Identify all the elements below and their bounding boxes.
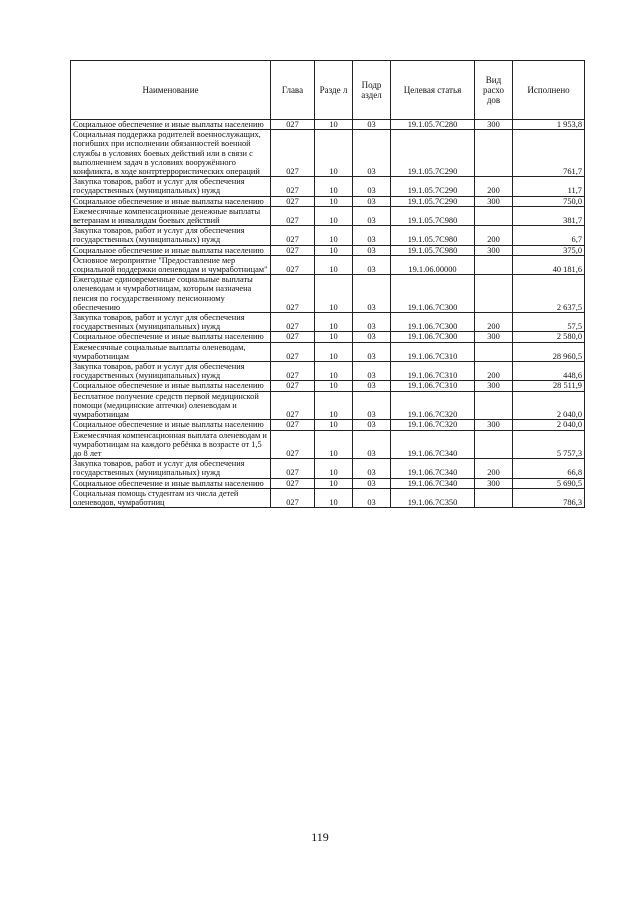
cell-subsection: 03 <box>353 488 391 507</box>
table-row <box>71 342 585 361</box>
cell-chapter: 027 <box>271 196 315 206</box>
cell-name: Социальное обеспечение и иные выплаты населению <box>71 245 271 255</box>
cell-section: 10 <box>315 342 353 361</box>
cell-section: 10 <box>315 459 353 478</box>
table-row <box>71 332 585 342</box>
cell-section: 10 <box>315 430 353 459</box>
cell-executed: 66,8 <box>513 459 585 478</box>
cell-target: 19.1.06.7С340 <box>391 430 475 459</box>
cell-section: 10 <box>315 478 353 488</box>
cell-chapter: 027 <box>271 391 315 420</box>
header-executed: Исполнено <box>513 61 585 120</box>
table-row <box>71 313 585 332</box>
cell-section: 10 <box>315 420 353 430</box>
cell-target: 19.1.05.7С980 <box>391 226 475 245</box>
cell-name: Социальная помощь студентам из числа детей оленеводов, чумработниц <box>71 488 271 507</box>
table-row <box>71 420 585 430</box>
table-row <box>71 275 585 313</box>
cell-subsection: 03 <box>353 342 391 361</box>
cell-executed: 28 960,5 <box>513 342 585 361</box>
cell-type <box>475 488 513 507</box>
cell-type <box>475 430 513 459</box>
cell-subsection: 03 <box>353 130 391 177</box>
cell-chapter: 027 <box>271 332 315 342</box>
table-row <box>71 245 585 255</box>
cell-target: 19.1.05.7С980 <box>391 206 475 225</box>
cell-name: Социальное обеспечение и иные выплаты населению <box>71 120 271 130</box>
cell-type: 200 <box>475 226 513 245</box>
table-row <box>71 206 585 225</box>
cell-executed: 5 757,3 <box>513 430 585 459</box>
cell-subsection: 03 <box>353 177 391 196</box>
cell-subsection: 03 <box>353 332 391 342</box>
table-body <box>71 120 585 508</box>
cell-type: 200 <box>475 459 513 478</box>
cell-executed: 786,3 <box>513 488 585 507</box>
cell-executed: 381,7 <box>513 206 585 225</box>
cell-target: 19.1.05.7С980 <box>391 245 475 255</box>
header-chapter: Глава <box>271 61 315 120</box>
cell-name: Социальное обеспечение и иные выплаты населению <box>71 478 271 488</box>
cell-name: Ежемесячные компенсационные денежные выплаты ветеранам и инвалидам боевых действий <box>71 206 271 225</box>
cell-section: 10 <box>315 391 353 420</box>
cell-chapter: 027 <box>271 120 315 130</box>
cell-subsection: 03 <box>353 196 391 206</box>
cell-target: 19.1.06.7С300 <box>391 332 475 342</box>
cell-subsection: 03 <box>353 478 391 488</box>
table-row <box>71 391 585 420</box>
cell-type: 300 <box>475 196 513 206</box>
cell-section: 10 <box>315 245 353 255</box>
cell-name: Ежемесячная компенсационная выплата оленеводам и чумработницам на каждого ребёнка в возрасте от 1,5 до 8 лет <box>71 430 271 459</box>
cell-type: 300 <box>475 245 513 255</box>
cell-subsection: 03 <box>353 362 391 381</box>
cell-type <box>475 342 513 361</box>
cell-chapter: 027 <box>271 430 315 459</box>
cell-executed: 5 690,5 <box>513 478 585 488</box>
cell-target: 19.1.06.7С310 <box>391 362 475 381</box>
cell-section: 10 <box>315 381 353 391</box>
cell-section: 10 <box>315 226 353 245</box>
cell-chapter: 027 <box>271 226 315 245</box>
cell-target: 19.1.06.7С310 <box>391 381 475 391</box>
cell-section: 10 <box>315 120 353 130</box>
cell-chapter: 027 <box>271 245 315 255</box>
cell-executed: 40 181,6 <box>513 255 585 274</box>
table-row <box>71 130 585 177</box>
cell-section: 10 <box>315 206 353 225</box>
table-row <box>71 459 585 478</box>
cell-subsection: 03 <box>353 381 391 391</box>
cell-chapter: 027 <box>271 362 315 381</box>
table-row <box>71 381 585 391</box>
cell-type: 300 <box>475 478 513 488</box>
cell-chapter: 027 <box>271 420 315 430</box>
cell-executed: 57,5 <box>513 313 585 332</box>
cell-name: Социальное обеспечение и иные выплаты населению <box>71 381 271 391</box>
cell-chapter: 027 <box>271 177 315 196</box>
cell-type: 200 <box>475 177 513 196</box>
cell-name: Социальное обеспечение и иные выплаты населению <box>71 420 271 430</box>
table-row <box>71 488 585 507</box>
cell-type: 300 <box>475 120 513 130</box>
cell-subsection: 03 <box>353 459 391 478</box>
cell-executed: 448,6 <box>513 362 585 381</box>
page-number: 119 <box>311 830 329 844</box>
cell-type <box>475 391 513 420</box>
cell-subsection: 03 <box>353 313 391 332</box>
cell-subsection: 03 <box>353 206 391 225</box>
cell-executed: 2 637,5 <box>513 275 585 313</box>
cell-type: 300 <box>475 381 513 391</box>
header-subsection: Подр аздел <box>353 61 391 120</box>
cell-section: 10 <box>315 488 353 507</box>
cell-executed: 375,0 <box>513 245 585 255</box>
cell-subsection: 03 <box>353 275 391 313</box>
cell-chapter: 027 <box>271 275 315 313</box>
cell-section: 10 <box>315 362 353 381</box>
cell-target: 19.1.06.7С300 <box>391 313 475 332</box>
cell-name: Социальная поддержка родителей военнослужащих, погибших при исполнении обязанностей военной службы в условиях боевых действий или в связи с выполнением задач в условиях вооружённого конфликта, в ходе контртеррористических операций <box>71 130 271 177</box>
cell-subsection: 03 <box>353 245 391 255</box>
header-type: Вид расхо дов <box>475 61 513 120</box>
table-row <box>71 362 585 381</box>
cell-target: 19.1.06.7С320 <box>391 420 475 430</box>
table-row <box>71 478 585 488</box>
cell-executed: 2 040,0 <box>513 391 585 420</box>
budget-table <box>70 60 585 508</box>
cell-chapter: 027 <box>271 478 315 488</box>
cell-target: 19.1.06.7С340 <box>391 478 475 488</box>
cell-name: Ежемесячные социальные выплаты оленеводам, чумработницам <box>71 342 271 361</box>
cell-chapter: 027 <box>271 206 315 225</box>
cell-chapter: 027 <box>271 342 315 361</box>
cell-name: Основное мероприятие "Предоставление мер социальной поддержки оленеводам и чумработницам" <box>71 255 271 274</box>
cell-target: 19.1.06.7С340 <box>391 459 475 478</box>
cell-name: Бесплатное получение средств первой медицинской помощи (медицинские аптечки) оленеводам и чумработницам <box>71 391 271 420</box>
cell-subsection: 03 <box>353 391 391 420</box>
cell-target: 19.1.05.7С290 <box>391 177 475 196</box>
cell-type: 300 <box>475 420 513 430</box>
cell-type: 200 <box>475 362 513 381</box>
cell-section: 10 <box>315 177 353 196</box>
cell-section: 10 <box>315 313 353 332</box>
cell-executed: 11,7 <box>513 177 585 196</box>
table-row <box>71 120 585 130</box>
cell-section: 10 <box>315 255 353 274</box>
cell-target: 19.1.06.7С350 <box>391 488 475 507</box>
cell-subsection: 03 <box>353 255 391 274</box>
cell-type <box>475 275 513 313</box>
cell-name: Ежегодные единовременные социальные выплаты оленеводам и чумработницам, которым назначена пенсия по государственному пенсионному обеспечению <box>71 275 271 313</box>
cell-subsection: 03 <box>353 226 391 245</box>
cell-chapter: 027 <box>271 313 315 332</box>
cell-name: Закупка товаров, работ и услуг для обеспечения государственных (муниципальных) нужд <box>71 313 271 332</box>
cell-section: 10 <box>315 275 353 313</box>
cell-name: Закупка товаров, работ и услуг для обеспечения государственных (муниципальных) нужд <box>71 226 271 245</box>
cell-chapter: 027 <box>271 488 315 507</box>
cell-chapter: 027 <box>271 459 315 478</box>
table-row <box>71 430 585 459</box>
cell-target: 19.1.06.7С320 <box>391 391 475 420</box>
cell-name: Социальное обеспечение и иные выплаты населению <box>71 196 271 206</box>
header-target: Целевая статья <box>391 61 475 120</box>
cell-executed: 1 953,8 <box>513 120 585 130</box>
cell-section: 10 <box>315 332 353 342</box>
table-row <box>71 177 585 196</box>
cell-target: 19.1.06.00000 <box>391 255 475 274</box>
cell-name: Закупка товаров, работ и услуг для обеспечения государственных (муниципальных) нужд <box>71 459 271 478</box>
cell-section: 10 <box>315 196 353 206</box>
header-section: Разде л <box>315 61 353 120</box>
cell-name: Закупка товаров, работ и услуг для обеспечения государственных (муниципальных) нужд <box>71 177 271 196</box>
cell-executed: 761,7 <box>513 130 585 177</box>
cell-subsection: 03 <box>353 420 391 430</box>
cell-target: 19.1.05.7С280 <box>391 120 475 130</box>
cell-executed: 2 580,0 <box>513 332 585 342</box>
cell-name: Социальное обеспечение и иные выплаты населению <box>71 332 271 342</box>
cell-type <box>475 255 513 274</box>
cell-target: 19.1.05.7С290 <box>391 130 475 177</box>
cell-target: 19.1.06.7С300 <box>391 275 475 313</box>
cell-type: 200 <box>475 313 513 332</box>
cell-chapter: 027 <box>271 255 315 274</box>
cell-executed: 6,7 <box>513 226 585 245</box>
table-row <box>71 255 585 274</box>
cell-executed: 2 040,0 <box>513 420 585 430</box>
cell-target: 19.1.06.7С310 <box>391 342 475 361</box>
cell-type <box>475 206 513 225</box>
cell-type: 300 <box>475 332 513 342</box>
table-row <box>71 196 585 206</box>
header-name: Наименование <box>71 61 271 120</box>
cell-chapter: 027 <box>271 381 315 391</box>
cell-type <box>475 130 513 177</box>
cell-target: 19.1.05.7С290 <box>391 196 475 206</box>
cell-name: Закупка товаров, работ и услуг для обеспечения государственных (муниципальных) нужд <box>71 362 271 381</box>
cell-subsection: 03 <box>353 120 391 130</box>
cell-section: 10 <box>315 130 353 177</box>
cell-executed: 750,0 <box>513 196 585 206</box>
table-row <box>71 226 585 245</box>
cell-chapter: 027 <box>271 130 315 177</box>
cell-subsection: 03 <box>353 430 391 459</box>
cell-executed: 28 511,9 <box>513 381 585 391</box>
header-row <box>71 61 585 120</box>
